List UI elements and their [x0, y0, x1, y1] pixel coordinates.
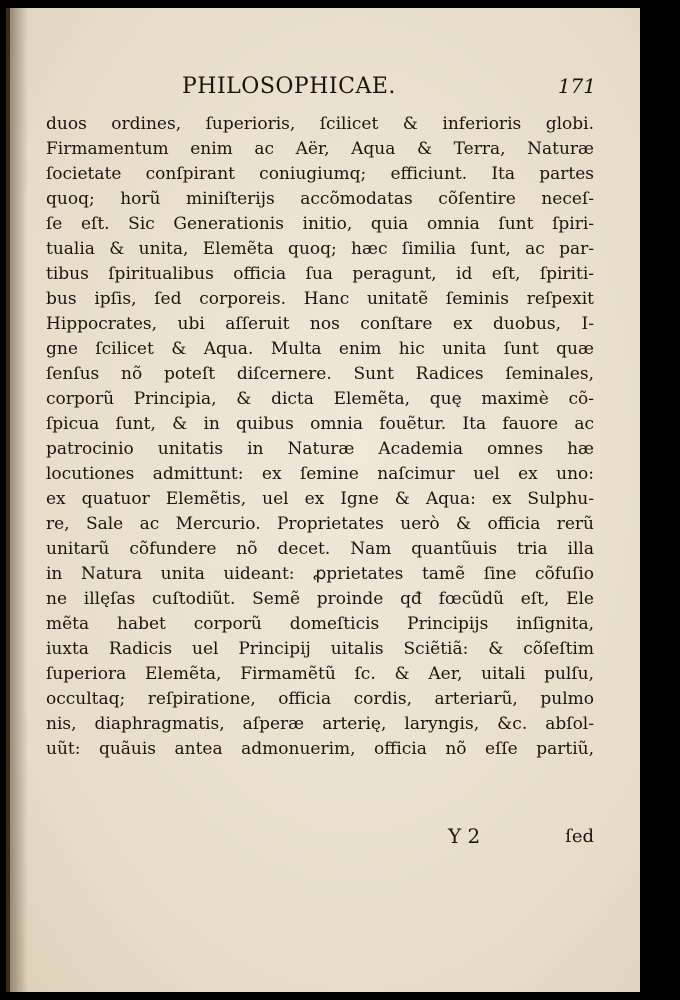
text-line: occultaq; reſpiratione, officia cordis, arteriarũ, pulmo — [46, 689, 594, 709]
running-head — [46, 70, 606, 110]
text-line: Hippocrates, ubi aſſeruit nos conſtare ex duobus, I- — [46, 314, 594, 334]
text-line: re, Sale ac Mercurio. Proprietates uerò & officia rerũ — [46, 514, 594, 534]
text-line: unitarũ cõfundere nõ decet. Nam quantũuis tria illa — [46, 539, 594, 559]
text-line: bus ipſis, ſed corporeis. Hanc unitatẽ ſeminis reſpexit — [46, 289, 594, 309]
text-line: ex quatuor Elemẽtis, uel ex Igne & Aqua: ex Sulphu- — [46, 489, 594, 509]
text-line: ne illęſas cuſtodiũt. Semẽ proinde qđ fœcũdũ eſt, Ele — [46, 589, 594, 609]
text-line: gne ſcilicet & Aqua. Multa enim hic unita ſunt quæ — [46, 339, 594, 359]
text-line: corporũ Principia, & dicta Elemẽta, quę maximè cõ- — [46, 389, 594, 409]
running-title: PHILOSOPHICAE. — [182, 74, 396, 99]
text-line: uũt: quãuis antea admonuerim, officia nõ eſſe partiũ, — [46, 739, 594, 759]
text-line: ſpicua ſunt, & in quibus omnia fouẽtur. Ita fauore ac — [46, 414, 594, 434]
signature-mark: Y 2 — [448, 824, 481, 848]
text-line: tualia & unita, Elemẽta quoq; hæc ſimilia ſunt, ac par- — [46, 239, 594, 259]
text-line: ſe eſt. Sic Generationis initio, quia omnia ſunt ſpiri- — [46, 214, 594, 234]
text-line: ſuperiora Elemẽta, Firmamẽtũ ſc. & Aer, uitali pulſu, — [46, 664, 594, 684]
text-line: Firmamentum enim ac Aër, Aqua & Terra, Naturæ — [46, 139, 594, 159]
page-footer — [46, 824, 594, 852]
text-line: locutiones admittunt: ex ſemine naſcimur uel ex uno: — [46, 464, 594, 484]
text-line: quoq; horũ miniſterijs accõmodatas cõſentire neceſ- — [46, 189, 594, 209]
text-line: mẽta habet corporũ domeſticis Principijs inſignita, — [46, 614, 594, 634]
text-line: duos ordines, ſuperioris, ſcilicet & inferioris globi. — [46, 114, 594, 134]
catchword: ſed — [565, 826, 594, 847]
folio-number: 171 — [557, 74, 596, 98]
book-page — [6, 8, 640, 992]
text-line: in Natura unita uideant: ꝓprietates tamẽ ſine cõfuſio — [46, 564, 594, 584]
text-line: iuxta Radicis uel Principij uitalis Sciẽtiã: & cõſeſtim — [46, 639, 594, 659]
text-line: tibus ſpiritualibus officia ſua peragunt, id eſt, ſpiriti- — [46, 264, 594, 284]
spine-edge — [6, 8, 10, 992]
body-text — [46, 112, 594, 762]
text-line: ſocietate conſpirant coniugiumq; efficiunt. Ita partes — [46, 164, 594, 184]
text-line: patrocinio unitatis in Naturæ Academia omnes hæ — [46, 439, 594, 459]
text-line: ſenſus nõ poteſt diſcernere. Sunt Radices ſeminales, — [46, 364, 594, 384]
text-line: nis, diaphragmatis, aſperæ arterię, laryngis, &c. abſol- — [46, 714, 594, 734]
